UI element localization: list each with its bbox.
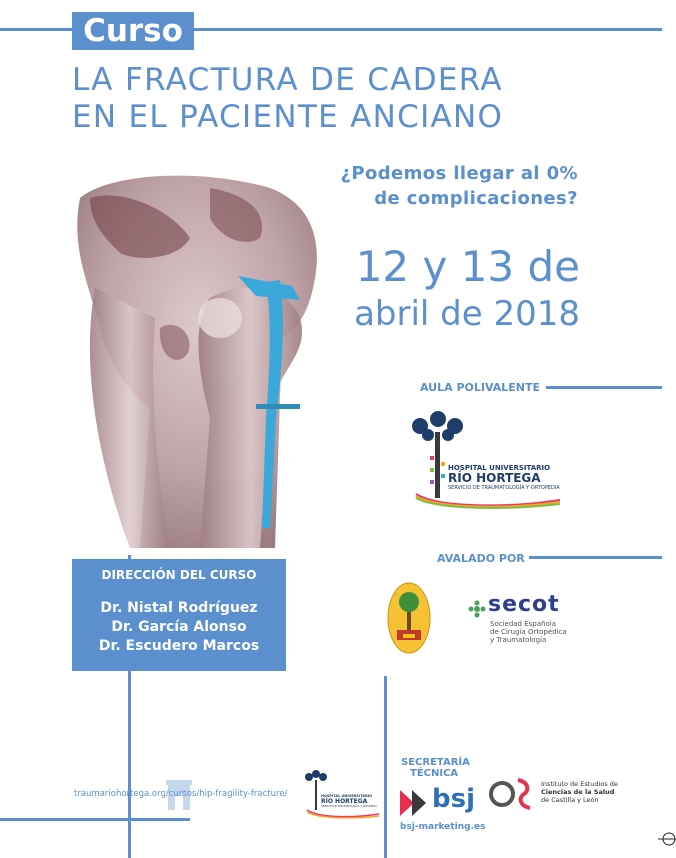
frame-line-venue — [546, 386, 662, 389]
secot-flower-icon — [468, 600, 486, 618]
subtitle-line-2: de complicaciones? — [374, 188, 578, 209]
website-link[interactable]: traumariohortega.org/cursos/hip-fragility-fracture/ — [74, 789, 288, 799]
course-badge: Curso — [72, 12, 194, 50]
hospital-logo-small-line-3: SERVICIO DE TRAUMATOLOGÍA Y ORTOPEDIA — [321, 805, 377, 808]
frame-line-bottom — [0, 818, 190, 821]
hip-xray-image — [60, 168, 340, 550]
ieccs-line-3: de Castilla y León — [541, 796, 599, 804]
frame-line-endorsed — [529, 556, 662, 559]
secretariat-label-2: TÉCNICA — [410, 768, 459, 779]
hospital-logo-small — [303, 770, 383, 822]
bsj-website[interactable]: bsj-marketing.es — [400, 822, 486, 832]
hospital-logo-small-line-2: RÍO HORTEGA — [321, 798, 368, 805]
rainbow-swoosh-icon — [408, 490, 568, 510]
title-line-1: LA FRACTURA DE CADERA — [72, 62, 503, 98]
secot-line-3: y Traumatología — [490, 636, 547, 644]
bsj-logo — [398, 786, 474, 820]
frame-line-vertical-center — [384, 676, 387, 858]
rainbow-swoosh-icon — [303, 808, 383, 820]
venue-label: AULA POLIVALENTE — [420, 381, 541, 394]
ieccs-logo — [488, 774, 618, 818]
subtitle-line-1: ¿Podemos llegar al 0% — [340, 163, 578, 184]
direction-heading: DIRECCIÓN DEL CURSO — [101, 568, 257, 582]
secot-line-2: de Cirugía Ortopédica — [490, 628, 567, 636]
ieccs-line-2: Ciencias de la Salud — [541, 788, 615, 796]
bsj-name: bsj — [432, 784, 475, 814]
hospital-logo-line-2: RÍO HORTEGA — [448, 471, 541, 485]
hospital-logo-line-1: HOSPITAL UNIVERSITARIO — [448, 464, 551, 472]
hospital-logo-small-line-1: HOSPITAL UNIVERSITARIO — [321, 794, 373, 798]
endorsed-label: AVALADO POR — [437, 552, 525, 565]
director-name: Dr. García Alonso — [111, 619, 247, 635]
title-line-2: EN EL PACIENTE ANCIANO — [72, 99, 504, 135]
director-name: Dr. Escudero Marcos — [98, 638, 260, 654]
hospital-logo-line-3: SERVICIO DE TRAUMATOLOGÍA Y ORTOPEDIA — [448, 485, 560, 491]
frame-line-top-left — [0, 28, 72, 31]
crop-mark-icon — [658, 830, 676, 848]
date-line-2: abril de 2018 — [354, 294, 580, 334]
secot-logo — [468, 592, 588, 648]
secot-name: secot — [488, 592, 560, 617]
bsj-arrow-icon — [398, 788, 430, 818]
ieccs-line-1: Instituto de Estudios de — [541, 780, 618, 788]
ieccs-mark-icon — [488, 774, 534, 814]
frame-line-top-right — [194, 28, 662, 31]
hospital-logo — [408, 410, 568, 510]
secot-line-1: Sociedad Española — [490, 620, 556, 628]
director-name: Dr. Nistal Rodríguez — [100, 600, 258, 616]
course-direction-box — [72, 559, 286, 671]
date-line-1: 12 y 13 de — [355, 242, 580, 291]
society-crest-icon — [387, 582, 431, 654]
secretariat-label-1: SECRETARÍA — [401, 757, 470, 768]
